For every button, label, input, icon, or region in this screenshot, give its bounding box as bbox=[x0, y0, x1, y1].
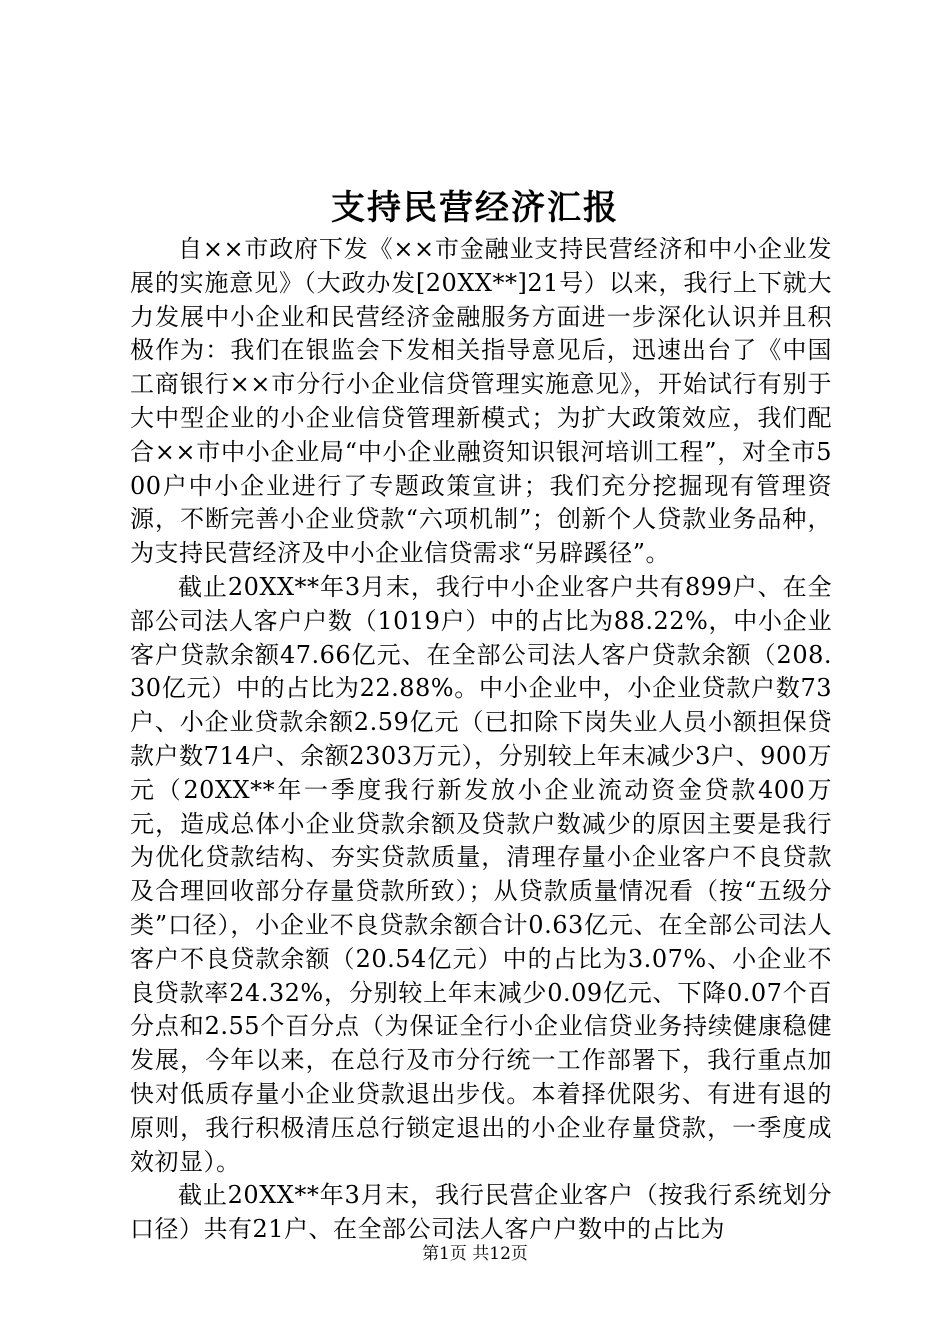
page-number-footer: 第1页 共12页 bbox=[422, 1244, 528, 1264]
document-title: 支持民营经济汇报 bbox=[331, 188, 619, 228]
paragraph-2: 截止20XX**年3月末，我行中小企业客户共有899户、在全部公司法人客户户数（1019户）中的占比为88.22%，中小企业客户贷款余额47.66亿元、在全部公司法人客户贷款余额（208.30亿元）中的占比为22.88%。中小企业中，小企业贷款户数73户、小企业贷款余额2.59亿元（已扣除下岗失业人员小额担保贷款户数714户、余额2303万元），分别较上年末减少3户、900万元（20XX**年一季度我行新发放小企业流动资金贷款400万元，造成总体小企业贷款余额及贷款户数减少的原因主要是我行为优化贷款结构、夯实贷款质量，清理存量小企业客户不良贷款及合理回收部分存量贷款所致）；从贷款质量情况看（按“五级分类”口径），小企业不良贷款余额合计0.63亿元、在全部公司法人客户不良贷款余额（20.54亿元）中的占比为3.07%、小企业不良贷款率24.32%，分别较上年末减少0.09亿元、下降0.07个百分点和2.55个百分点（为保证全行小企业信贷业务持续健康稳健发展，今年以来，在总行及市分行统一工作部署下，我行重点加快对低质存量小企业贷款退出步伐。本着择优限劣、有进有退的原则，我行积极清压总行锁定退出的小企业存量贷款，一季度成效初显）。 bbox=[130, 572, 832, 1176]
paragraph-3: 截止20XX**年3月末，我行民营企业客户（按我行系统划分口径）共有21户、在全部公司法人客户户数中的占比为 bbox=[130, 1181, 832, 1244]
paragraph-1: 自××市政府下发《××市金融业支持民营经济和中小企业发展的实施意见》（大政办发[20XX**]21号）以来，我行上下就大力发展中小企业和民营经济金融服务方面进一步深化认识并且积极作为：我们在银监会下发相关指导意见后，迅速出台了《中国工商银行××市分行小企业信贷管理实施意见》，开始试行有别于大中型企业的小企业信贷管理新模式；为扩大政策效应，我们配合××市中小企业局“中小企业融资知识银河培训工程”，对全市500户中小企业进行了专题政策宣讲；我们充分挖掘现有管理资源，不断完善小企业贷款“六项机制”；创新个人贷款业务品种，为支持民营经济及中小企业信贷需求“另辟蹊径”。 bbox=[130, 235, 832, 568]
document-body bbox=[130, 233, 832, 1247]
